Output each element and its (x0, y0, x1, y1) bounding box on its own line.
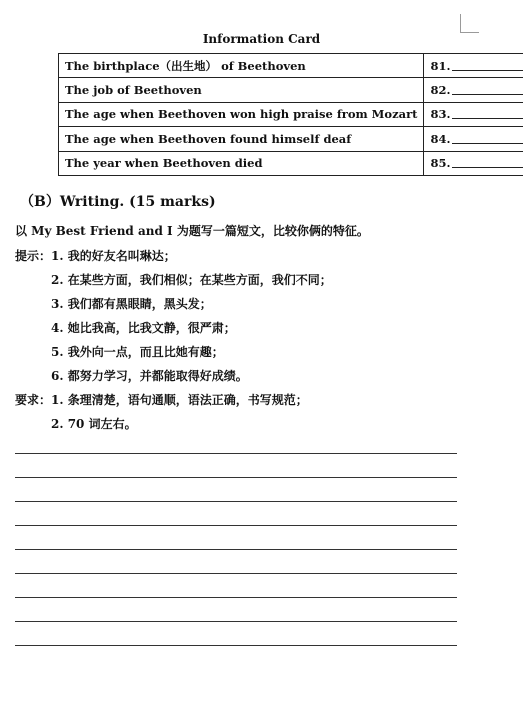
answer-number: 85. (430, 156, 451, 171)
question-cell: The age when Beethoven won high praise from Mozart (59, 102, 424, 126)
answer-blank[interactable] (452, 133, 523, 144)
writing-line[interactable] (15, 501, 457, 502)
requirement-item: 1. 条理清楚，语句通顺，语法正确，书写规范； (51, 393, 308, 407)
answer-number: 83. (430, 107, 451, 122)
question-cell: The year when Beethoven died (59, 151, 424, 175)
answer-number: 84. (430, 131, 451, 146)
writing-instruction: 以 My Best Friend and I 为题写一篇短文，比较你俩的特征。 (15, 224, 369, 238)
writing-line[interactable] (15, 621, 457, 622)
hint-item: 6. 都努力学习，并都能取得好成绩。 (51, 369, 248, 383)
table-row (59, 78, 523, 102)
answer-blank[interactable] (452, 108, 523, 119)
writing-line[interactable] (15, 645, 457, 646)
card-title: Information Card (202, 32, 321, 46)
answer-number: 81. (430, 58, 451, 73)
answer-number: 82. (430, 83, 451, 98)
answer-cell[interactable] (424, 78, 523, 102)
answer-blank[interactable] (452, 84, 523, 95)
writing-line[interactable] (15, 549, 457, 550)
page-corner-mark (460, 14, 479, 33)
writing-line[interactable] (15, 453, 457, 454)
writing-section-heading: （B）Writing. (15 marks) (20, 194, 216, 210)
answer-cell[interactable] (424, 102, 523, 126)
writing-line[interactable] (15, 477, 457, 478)
question-cell: The birthplace（出生地） of Beethoven (59, 54, 424, 78)
question-cell: The job of Beethoven (59, 78, 424, 102)
information-card-table (58, 53, 523, 176)
answer-blank[interactable] (452, 157, 523, 168)
table-row (59, 127, 523, 151)
writing-line[interactable] (15, 597, 457, 598)
answer-cell[interactable] (424, 151, 523, 175)
table-row (59, 102, 523, 126)
writing-line[interactable] (15, 573, 457, 574)
writing-line[interactable] (15, 525, 457, 526)
hint-item: 3. 我们都有黑眼睛，黑头发； (51, 297, 212, 311)
answer-blank[interactable] (452, 60, 523, 71)
hint-item: 1. 我的好友名叫琳达； (51, 249, 176, 263)
table-row (59, 151, 523, 175)
hints-label: 提示： (15, 249, 52, 263)
hint-item: 5. 我外向一点，而且比她有趣； (51, 345, 224, 359)
requirements-label: 要求： (15, 393, 52, 407)
hint-item: 2. 在某些方面，我们相似；在某些方面，我们不同； (51, 273, 332, 287)
requirement-item: 2. 70 词左右。 (51, 417, 137, 431)
answer-cell[interactable] (424, 54, 523, 78)
hint-item: 4. 她比我高，比我文静，很严肃； (51, 321, 236, 335)
answer-cell[interactable] (424, 127, 523, 151)
question-cell: The age when Beethoven found himself deaf (59, 127, 424, 151)
table-row (59, 54, 523, 78)
